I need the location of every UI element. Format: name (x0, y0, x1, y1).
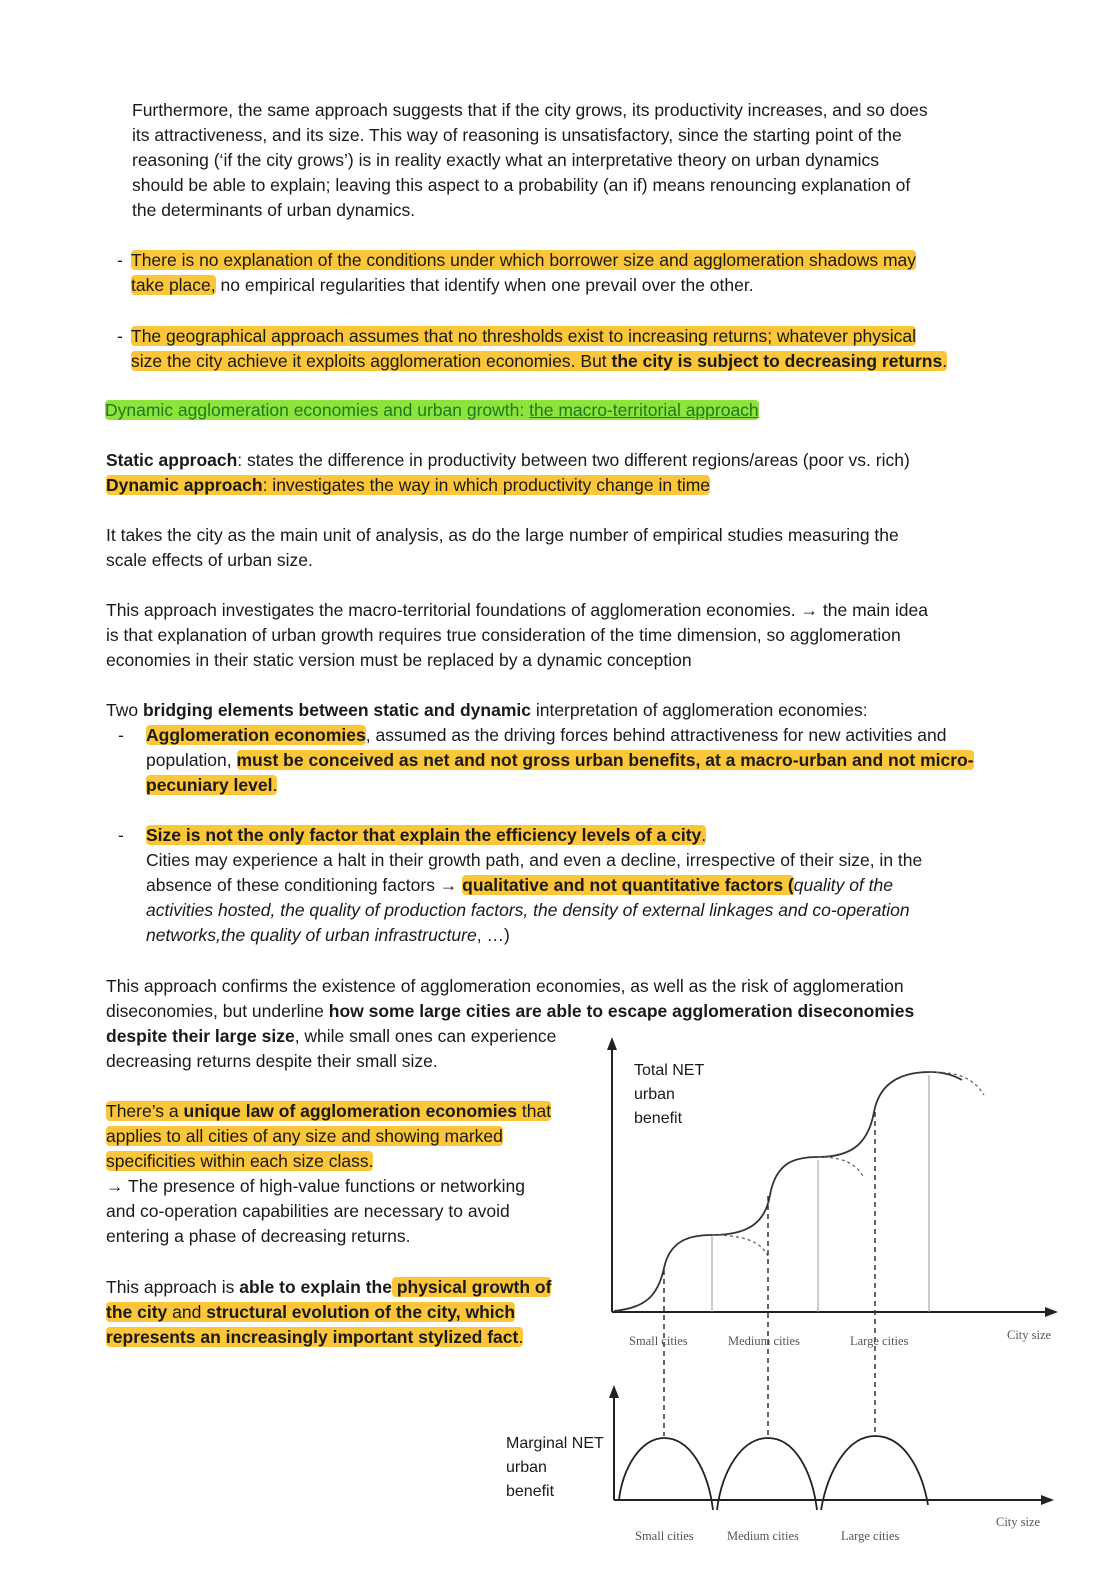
text-line: Furthermore, the same approach suggests that if the city grows, its productivity increases, and so does (132, 100, 928, 120)
text-line: economies in their static version must be replaced by a dynamic conception (106, 650, 692, 670)
bullet-dash: - (118, 825, 124, 845)
bold-text: Agglomeration economies (146, 725, 366, 745)
arrow-up-icon (609, 1385, 619, 1398)
text-line: is that explanation of urban growth requires true consideration of the time dimension, so agglomeration (106, 625, 901, 645)
bold-text: must be conceived as net and not gross urban benefits, at a macro-urban and not micro- (236, 750, 974, 770)
text-line: reasoning (‘if the city grows’) is in reality exactly what an interpretative theory on urban dynamics (132, 150, 880, 170)
highlight: The geographical approach assumes that no thresholds exist to increasing returns; whatever physical (131, 326, 917, 346)
text: interpretation of agglomeration economies: (530, 700, 868, 720)
text-line: decreasing returns despite their small size. (106, 1051, 438, 1071)
text: and (167, 1302, 207, 1322)
bold-text: Size is not the only factor that explain the efficiency levels of a city (146, 825, 702, 845)
highlight: specificities within each size class. (106, 1151, 374, 1171)
bold-text: the city (106, 1302, 168, 1322)
bold-text: unique law of agglomeration economies (183, 1101, 518, 1121)
bottom-class-label-large: Large cities (841, 1529, 900, 1543)
highlight: applies to all cities of any size and showing marked (106, 1126, 503, 1146)
text: no empirical regularities that identify when one prevail over the other. (215, 275, 754, 295)
top-class-label-medium: Medium cities (728, 1334, 800, 1348)
top-axes (612, 1045, 1050, 1312)
arrow-up-icon (607, 1037, 617, 1050)
text-line: It takes the city as the main unit of analysis, as do the large number of empirical studies measuring the (106, 525, 899, 545)
arrow-right-icon (1045, 1307, 1058, 1317)
ylabel-line: Total NET (634, 1062, 705, 1079)
text-line: Cities may experience a halt in their growth path, and even a decline, irrespective of their size, in the (146, 850, 923, 870)
ylabel-line: urban (634, 1086, 675, 1103)
bottom-axes (614, 1393, 1046, 1500)
ylabel-line: Marginal NET (506, 1435, 604, 1452)
highlight: There is no explanation of the conditions under which borrower size and agglomeration shadows may (131, 250, 917, 270)
top-class-dividers (712, 1075, 929, 1312)
text: that (517, 1101, 552, 1121)
text: , assumed as the driving forces behind attractiveness for new activities and (365, 725, 947, 745)
dynamic-approach-term: Dynamic approach (106, 475, 263, 495)
text-line: should be able to explain; leaving this aspect to a probability (an if) means renouncing explanation of (132, 175, 911, 195)
marginal-benefit-curve (619, 1436, 928, 1510)
bullet-dash: - (118, 725, 124, 745)
text: , while small ones can experience (294, 1026, 557, 1046)
bullet-dash: - (117, 326, 123, 346)
text: This approach is (106, 1277, 240, 1297)
heading-underlined: the macro-territorial approach (529, 400, 759, 420)
decreasing-return-arcs (712, 1072, 984, 1256)
total-net-benefit-curve (614, 1072, 962, 1311)
text-line: its attractiveness, and its size. This way of reasoning is unsatisfactory, since the starting point of the (132, 125, 902, 145)
text: . (942, 351, 948, 371)
bold-text: pecuniary level (146, 775, 273, 795)
bullet-dash: - (117, 250, 123, 270)
top-xlabel: City size (1007, 1328, 1052, 1342)
italic-text: networks,the quality of urban infrastructure (146, 925, 477, 945)
bold-text: the city is subject to decreasing returns (611, 351, 943, 371)
ylabel-line: urban (506, 1459, 547, 1476)
text-line: scale effects of urban size. (106, 550, 313, 570)
bold-text: structural evolution of the city, which (206, 1302, 516, 1322)
bold-text: represents an increasingly important stylized fact (106, 1327, 519, 1347)
text: . (518, 1327, 524, 1347)
text: . (272, 775, 278, 795)
text: population, (146, 750, 237, 770)
bottom-class-label-medium: Medium cities (727, 1529, 799, 1543)
italic-text: activities hosted, the quality of production factors, the density of external linkages and co-operation (146, 900, 910, 920)
bold-text: how some large cities are able to escape agglomeration diseconomies (328, 1001, 915, 1021)
ylabel-line: benefit (634, 1110, 683, 1127)
bold-text: bridging elements between static and dynamic (142, 700, 531, 720)
italic-text: quality of the (793, 875, 893, 895)
text: absence of these conditioning factors → (146, 875, 463, 895)
text-line: This approach investigates the macro-territorial foundations of agglomeration economies. → the main idea (106, 600, 928, 620)
highlight: take place, (131, 275, 216, 295)
bottom-class-label-small: Small cities (635, 1529, 694, 1543)
heading-text: Dynamic agglomeration economies and urban growth: (105, 400, 530, 420)
bold-text: able to explain the (239, 1277, 392, 1297)
bold-text: despite their large size (106, 1026, 295, 1046)
text-line: and co-operation capabilities are necessary to avoid (106, 1201, 510, 1221)
text: : investigates the way in which productivity change in time (262, 475, 711, 495)
top-class-label-small: Small cities (629, 1334, 688, 1348)
text: There’s a (106, 1101, 184, 1121)
bold-text: qualitative and not quantitative factors ( (462, 875, 794, 895)
bold-text: physical growth of (391, 1277, 552, 1297)
text-line: This approach confirms the existence of agglomeration economies, as well as the risk of agglomeration (106, 976, 904, 996)
text: . (701, 825, 707, 845)
text-line: → The presence of high-value functions or networking (106, 1176, 525, 1196)
text: diseconomies, but underline (106, 1001, 329, 1021)
text-line: the determinants of urban dynamics. (132, 200, 416, 220)
text: size the city achieve it exploits agglomeration economies. But (131, 351, 612, 371)
ylabel-line: benefit (506, 1483, 555, 1500)
bottom-xlabel: City size (996, 1515, 1041, 1529)
text-line: entering a phase of decreasing returns. (106, 1226, 411, 1246)
top-class-label-large: Large cities (850, 1334, 909, 1348)
text: Two (106, 700, 143, 720)
text: : states the difference in productivity between two different regions/areas (poor vs. rich) (237, 450, 910, 470)
arrow-right-icon (1041, 1495, 1054, 1505)
text: , …) (476, 925, 510, 945)
static-approach-term: Static approach (106, 450, 238, 470)
